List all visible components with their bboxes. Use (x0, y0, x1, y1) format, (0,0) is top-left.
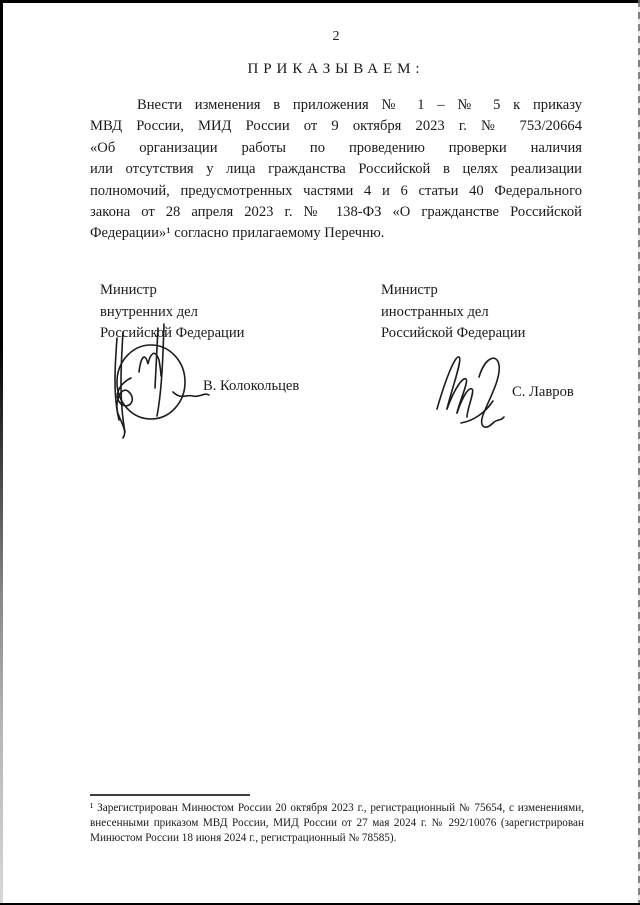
signer-title-line: Министр (100, 282, 157, 298)
footnote-line: ¹ Зарегистрирован Минюстом России 20 октября 2023 г., регистрационный № 75654, с изменениями, (90, 802, 584, 814)
scan-edge-left (0, 0, 3, 905)
signer-title-line: Министр (381, 282, 438, 298)
paragraph-line: Внести изменения в приложения № 1 – № 5 к приказу (137, 97, 582, 113)
signer-title-line: внутренних дел (100, 303, 198, 320)
paragraph-line: МВД России, МИД России от 9 октября 2023 г. № 753/20664 (90, 118, 582, 135)
order-paragraph (90, 95, 582, 245)
signer-name-lavrov: С. Лавров (512, 384, 574, 400)
signer-title-line: Российской Федерации (381, 325, 526, 342)
paragraph-line: закона от 28 апреля 2023 г. № 138-ФЗ «О гражданстве Российской (90, 204, 582, 221)
page-number: 2 (332, 29, 340, 44)
paragraph-line: полномочий, предусмотренных частями 4 и 6 статьи 40 Федерального (90, 182, 582, 199)
signer-title-foreign-minister (381, 280, 526, 345)
scan-edge-top (0, 0, 640, 3)
paragraph-line: или отсутствия у лица гражданства Российской в целях реализации (90, 161, 582, 178)
footnote (90, 801, 584, 847)
paragraph-line: «Об организации работы по проведению проверки наличия (90, 139, 582, 156)
footnote-line: Минюстом России 18 июня 2024 г., регистрационный № 78585). (90, 832, 397, 845)
signer-title-line: Российской Федерации (100, 325, 245, 342)
signature-scribble-left-icon (103, 320, 211, 440)
signature-scribble-right-icon (431, 347, 517, 431)
footnote-separator (90, 794, 250, 796)
order-heading: ПРИКАЗЫВАЕМ: (247, 61, 425, 77)
signer-name-kolokoltsev: В. Колокольцев (203, 378, 300, 394)
signer-title-line: иностранных дел (381, 303, 489, 320)
footnote-line: внесенными приказом МВД России, МИД России от 27 мая 2024 г. № 292/10076 (зарегистрирован (90, 817, 584, 830)
paragraph-line: Федерации»¹ согласно прилагаемому Перечню. (90, 225, 385, 242)
